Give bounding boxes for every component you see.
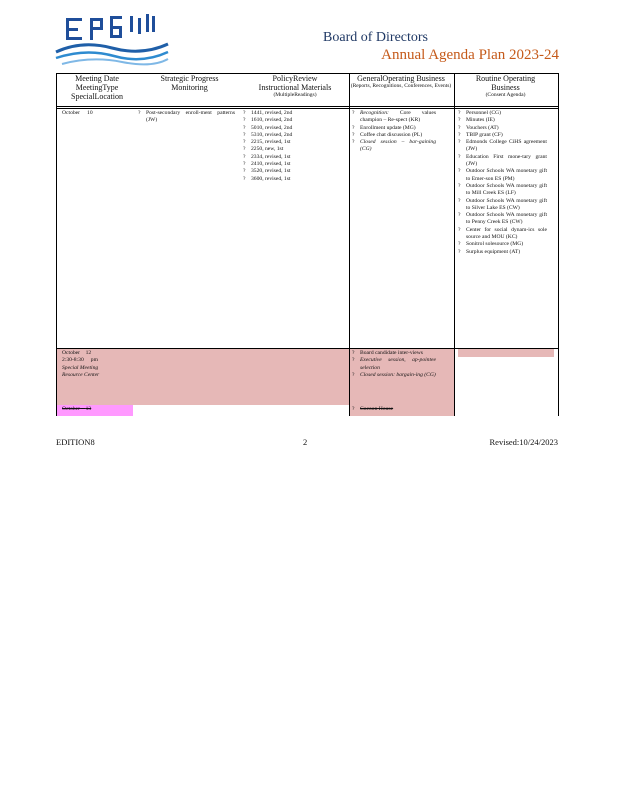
list-item: ? Edmonds College CiHS agreement (JW) bbox=[458, 139, 547, 153]
col-header-policy: PolicyReview Instructional Materials (MultipleReadings) bbox=[258, 74, 332, 98]
agenda-subtitle: Annual Agenda Plan 2023-24 bbox=[381, 47, 559, 63]
header-divider bbox=[56, 106, 559, 107]
list-item: ? 5010, revised, 2nd bbox=[243, 124, 293, 131]
list-item: ? 2334, revised, 1st bbox=[243, 153, 291, 160]
col-border-0 bbox=[56, 73, 57, 416]
list-item: ? 2250, new, 1st bbox=[243, 146, 284, 153]
list-item: ? Post-secondary enroll-ment patterns (JW) bbox=[138, 110, 235, 124]
list-item: ? Personnel (CG) bbox=[458, 110, 501, 116]
list-item: ? Coffee chat discussion (PL) bbox=[352, 131, 423, 138]
list-item: ? Cocoon House bbox=[352, 406, 394, 412]
header-divider-2 bbox=[56, 108, 559, 109]
footer-page-number: 2 bbox=[303, 437, 308, 447]
col-header-strategic: Strategic Progress Monitoring bbox=[160, 74, 219, 92]
list-item: ? 1610, revised, 2nd bbox=[243, 117, 293, 124]
row1-policy bbox=[243, 110, 309, 183]
footer-revised-date: Revised:10/24/2023 bbox=[489, 437, 558, 447]
table-top-border bbox=[56, 73, 559, 74]
list-item: ? Closed session: bargain-ing (CG) bbox=[352, 371, 436, 378]
list-item: ? 5310, revised, 2nd bbox=[243, 131, 293, 138]
col-border-5 bbox=[454, 73, 455, 416]
list-item: ? TBIP grant (CF) bbox=[458, 131, 503, 138]
list-item: ? Outdoor Schools WA monetary gift to Mill Creek ES (LF) bbox=[458, 182, 547, 197]
list-item: ? Board candidate inter-views bbox=[352, 350, 423, 356]
col-border-4 bbox=[349, 73, 350, 416]
row2-general bbox=[352, 350, 436, 379]
col-header-meeting: Meeting Date MeetingType SpecialLocation bbox=[71, 74, 123, 101]
list-item: ? Enrollment update (MG) bbox=[352, 124, 416, 131]
list-item: ? Education First mone-tary grant (JW) bbox=[458, 153, 547, 168]
footer-edition: EDITION8 bbox=[56, 437, 95, 447]
col-header-routine: Routine Operating Business (Consent Agenda) bbox=[475, 74, 536, 98]
row3-date: October 13 bbox=[62, 406, 92, 412]
row1-routine bbox=[458, 110, 547, 256]
list-item: ? 1441, revised, 2nd bbox=[243, 110, 293, 116]
row2-date: October 12 2:30-8:30 pm Special Meeting Resource Center bbox=[62, 350, 100, 378]
row1-date: October 10 bbox=[62, 110, 93, 116]
list-item: ? 2215, revised, 1st bbox=[243, 139, 291, 146]
list-item: ? Minutes (IE) bbox=[458, 117, 495, 124]
row-divider-1 bbox=[56, 348, 559, 349]
district-logo bbox=[52, 12, 170, 67]
row1-general bbox=[352, 110, 436, 154]
row3-general bbox=[352, 406, 436, 413]
list-item: ? Closed session – bar-gaining (CG) bbox=[352, 139, 436, 153]
list-item: ? 2410, revised, 1st bbox=[243, 161, 291, 168]
list-item: ? 3600, revised, 1st bbox=[243, 175, 291, 182]
list-item: ? Vouchers (AT) bbox=[458, 124, 499, 131]
list-item: ? 3520, revised, 1st bbox=[243, 168, 291, 175]
list-item: ? Center for social dynam-ics sole source and MOU (KC) bbox=[458, 226, 547, 241]
list-item: ? Outdoor Schools WA monetary gift to Penny Creek ES (CW) bbox=[458, 212, 547, 226]
list-item: ? Sonitrol solesource (MG) bbox=[458, 241, 524, 248]
list-item: ? Executive session, ap-pointee selection bbox=[352, 357, 436, 371]
col-header-general: GeneralOperating Business (Reports, Recognitions, Conferences, Events) bbox=[350, 74, 452, 89]
list-item: ? Outdoor Schools WA monetary gift to Silver Lake ES (CW) bbox=[458, 197, 547, 211]
col-border-6 bbox=[558, 73, 559, 416]
list-item: ? Recognition: Core values champion – Re-spect (KR) bbox=[352, 110, 436, 124]
special-meeting-routine-bg bbox=[458, 349, 554, 357]
list-item: ? Outdoor Schools WA monetary gift to Emer-son ES (PM) bbox=[458, 168, 547, 182]
list-item: ? Surplus equipment (AT) bbox=[458, 248, 521, 255]
board-title: Board of Directors bbox=[323, 30, 428, 45]
row1-strategic bbox=[138, 110, 235, 125]
